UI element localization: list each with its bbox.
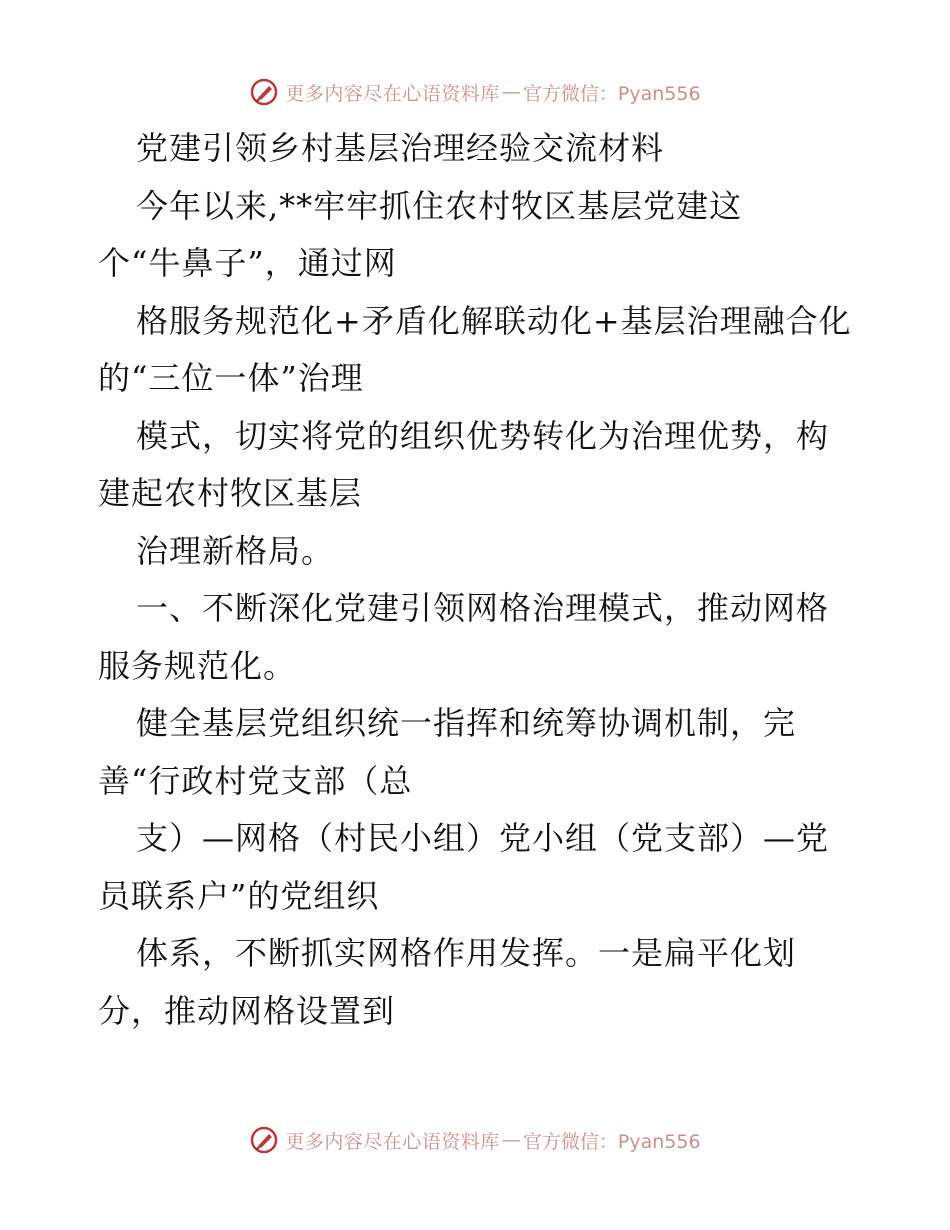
text-line: 的“三位一体”治理 <box>98 359 364 397</box>
pen-logo-icon <box>249 77 279 107</box>
section-heading-cont: 服务规范化。 <box>98 646 297 685</box>
text-line: 分，推动网格设置到 <box>98 991 396 1030</box>
watermark-header <box>0 72 950 112</box>
text-line: 善“行政村党支部（总 <box>98 761 413 800</box>
pen-logo-icon <box>249 1125 279 1155</box>
watermark-separator: — <box>501 81 521 103</box>
watermark-wechat: 官方微信：Pyan556 <box>522 82 701 105</box>
text-line: 格服务规范化+矛盾化解联动化+基层治理融合化 <box>136 301 852 340</box>
text-line: 模式，切实将党的组织优势转化为治理优势，构 <box>136 416 830 455</box>
text-line: 体系，不断抓实网格作用发挥。一是扁平化划 <box>136 934 797 972</box>
text-line: 支）—网格（村民小组）党小组（党支部）—党 <box>136 819 830 857</box>
text-line: 建起农村牧区基层 <box>98 474 363 512</box>
watermark-wechat: 官方微信：Pyan556 <box>522 1130 701 1153</box>
text-line: 今年以来,**牢牢抓住农村牧区基层党建这 <box>136 186 743 225</box>
text-line: 员联系户”的党组织 <box>98 876 380 915</box>
text-line: 治理新格局。 <box>136 531 335 570</box>
watermark-separator: — <box>501 1129 521 1151</box>
watermark-text: 更多内容尽在心语资料库 <box>285 1130 500 1153</box>
text-line: 个“牛鼻子”，通过网 <box>98 244 397 282</box>
watermark-text: 更多内容尽在心语资料库 <box>285 82 500 105</box>
document-body <box>98 120 868 1040</box>
document-title: 党建引领乡村基层治理经验交流材料 <box>136 129 665 167</box>
watermark-footer <box>0 1120 950 1160</box>
text-line: 健全基层党组织统一指挥和统筹协调机制，完 <box>136 704 797 742</box>
section-heading: 一、不断深化党建引领网格治理模式，推动网格 <box>136 589 830 627</box>
